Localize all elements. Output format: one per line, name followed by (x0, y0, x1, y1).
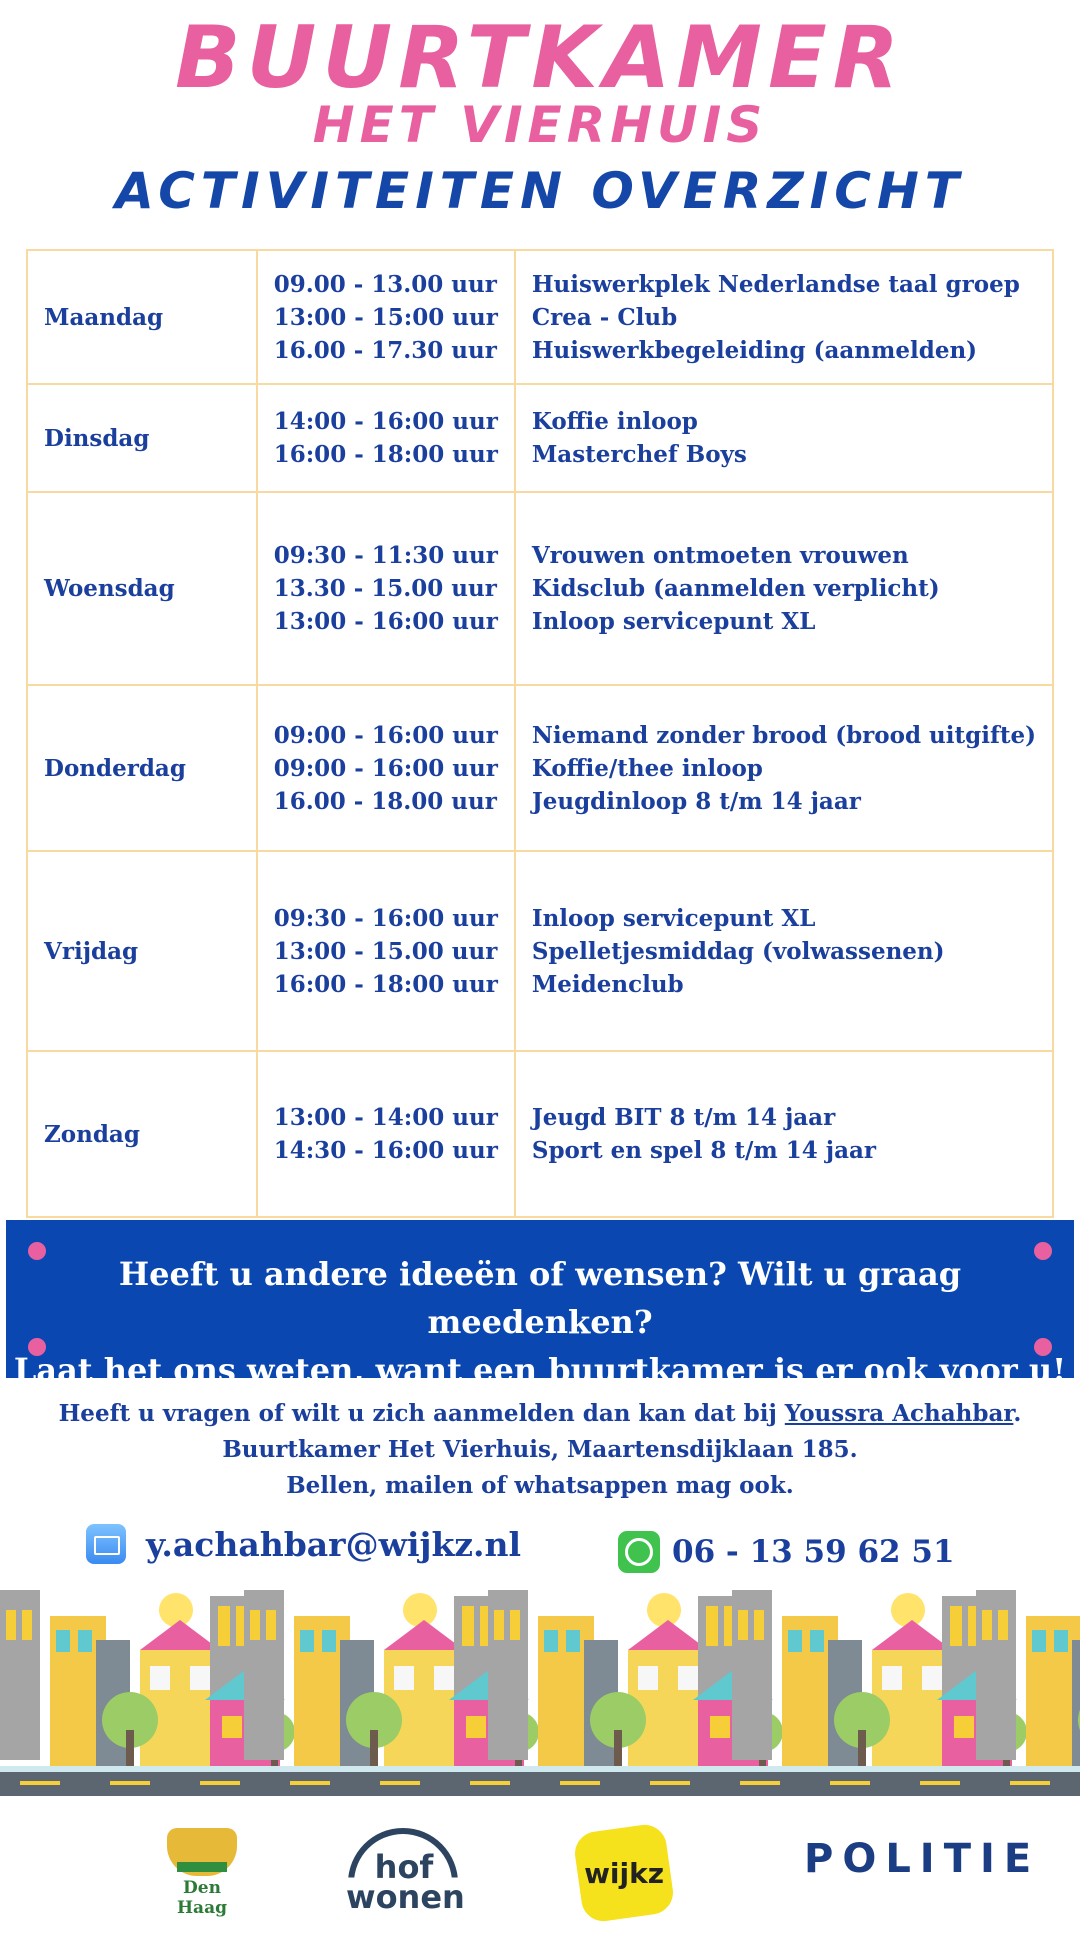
time-line: 13:00 - 15.00 uur (273, 937, 498, 965)
table-row (27, 1051, 1053, 1217)
table-row (27, 250, 1053, 384)
wijkz-label: wijkz (584, 1856, 664, 1890)
time-line: 16.00 - 17.30 uur (273, 336, 497, 364)
activity-cell (515, 384, 1053, 492)
time-line: 16:00 - 18:00 uur (273, 441, 498, 468)
activity-line: Kidsclub (aanmelden verplicht) (531, 575, 940, 602)
sponsor-logos (0, 1816, 1080, 1920)
city-illustration (0, 1580, 1080, 1816)
activity-line: Koffie/thee inloop (531, 754, 763, 782)
time-line: 09:00 - 16:00 uur (273, 721, 498, 749)
day-cell: Donderdag (27, 685, 257, 851)
activity-line: Masterchef Boys (531, 441, 747, 468)
schedule-table (26, 249, 1054, 1218)
activity-line: Inloop servicepunt XL (531, 608, 816, 635)
activity-line: Niemand zonder brood (brood uitgifte) (531, 721, 1036, 749)
email-link[interactable]: y.achahbar@wijkz.nl (146, 1524, 522, 1564)
den-haag-label: Den Haag (177, 1878, 227, 1918)
activity-cell (515, 1051, 1053, 1217)
activity-line: Huiswerkplek Nederlandse taal groep (531, 270, 1020, 298)
contact-name-link[interactable]: Youssra Achahbar (784, 1400, 1014, 1427)
day-cell: Woensdag (27, 492, 257, 685)
activity-cell (515, 250, 1053, 384)
contact-address: Buurtkamer Het Vierhuis, Maartensdijklaan 185. (222, 1436, 858, 1463)
time-line: 09.00 - 13.00 uur (273, 270, 497, 298)
time-line: 16:00 - 18:00 uur (273, 970, 498, 998)
activity-line: Crea - Club (531, 303, 678, 331)
contact-info (0, 1396, 1080, 1504)
contact-line (0, 1396, 1080, 1432)
activity-cell (515, 492, 1053, 685)
table-row (27, 851, 1053, 1051)
phone-number[interactable]: 06 - 13 59 62 51 (672, 1534, 955, 1570)
day-cell: Dinsdag (27, 384, 257, 492)
time-line: 13:00 - 15:00 uur (273, 303, 498, 331)
day-cell: Vrijdag (27, 851, 257, 1051)
activity-cell (515, 685, 1053, 851)
time-cell (257, 1051, 515, 1217)
wonen-label: wonen (346, 1878, 465, 1916)
phone-row (618, 1530, 955, 1574)
banner-line: Heeft u andere ideeën of wensen? Wilt u graag meedenken? (118, 1255, 962, 1341)
whatsapp-icon (618, 1531, 660, 1573)
time-cell (257, 250, 515, 384)
mail-icon (86, 1524, 126, 1564)
activity-cell (515, 851, 1053, 1051)
time-line: 14:00 - 16:00 uur (273, 408, 498, 435)
info-banner (6, 1220, 1074, 1389)
contact-text: . (1013, 1400, 1022, 1427)
wijkz-logo (572, 1822, 676, 1924)
activity-line: Inloop servicepunt XL (531, 904, 816, 932)
subtitle: HET VIERHUIS (312, 96, 768, 154)
hof-wonen-logo (346, 1828, 465, 1916)
time-line: 09:30 - 16:00 uur (273, 904, 498, 932)
time-line: 13:00 - 16:00 uur (273, 608, 498, 635)
banner-line: Laat het ons weten, want een buurtkamer is er ook voor u! (13, 1351, 1067, 1389)
table-row (27, 492, 1053, 685)
activity-line: Koffie inloop (531, 408, 698, 435)
time-line: 13:00 - 14:00 uur (273, 1104, 498, 1131)
activity-line: Vrouwen ontmoeten vrouwen (531, 542, 909, 569)
activity-line: Spelletjesmiddag (volwassenen) (531, 937, 945, 965)
activity-line: Meidenclub (531, 970, 684, 998)
time-line: 16.00 - 18.00 uur (273, 787, 497, 815)
contact-note: Bellen, mailen of whatsappen mag ook. (286, 1472, 794, 1499)
politie-logo: POLITIE (804, 1836, 1041, 1882)
day-cell: Zondag (27, 1051, 257, 1217)
time-line: 14:30 - 16:00 uur (273, 1137, 498, 1164)
time-cell (257, 851, 515, 1051)
time-cell (257, 384, 515, 492)
contact-text: Heeft u vragen of wilt u zich aanmelden dan kan dat bij (58, 1400, 785, 1427)
time-line: 09:00 - 16:00 uur (273, 754, 498, 782)
activity-line: Huiswerkbegeleiding (aanmelden) (531, 336, 978, 364)
time-cell (257, 492, 515, 685)
day-cell: Maandag (27, 250, 257, 384)
activity-line: Jeugd BIT 8 t/m 14 jaar (531, 1104, 836, 1131)
activity-line: Sport en spel 8 t/m 14 jaar (531, 1137, 877, 1164)
time-line: 13.30 - 15.00 uur (273, 575, 497, 602)
hof-label: hof (374, 1848, 434, 1886)
time-cell (257, 685, 515, 851)
time-line: 09:30 - 11:30 uur (273, 542, 498, 569)
heading: ACTIVITEITEN OVERZICHT (115, 162, 965, 220)
email-row (86, 1522, 521, 1566)
title: BUURTKAMER (175, 8, 905, 108)
table-row (27, 384, 1053, 492)
activity-line: Jeugdinloop 8 t/m 14 jaar (531, 787, 861, 815)
crest-icon (167, 1828, 237, 1876)
den-haag-logo (160, 1828, 244, 1918)
table-row (27, 685, 1053, 851)
